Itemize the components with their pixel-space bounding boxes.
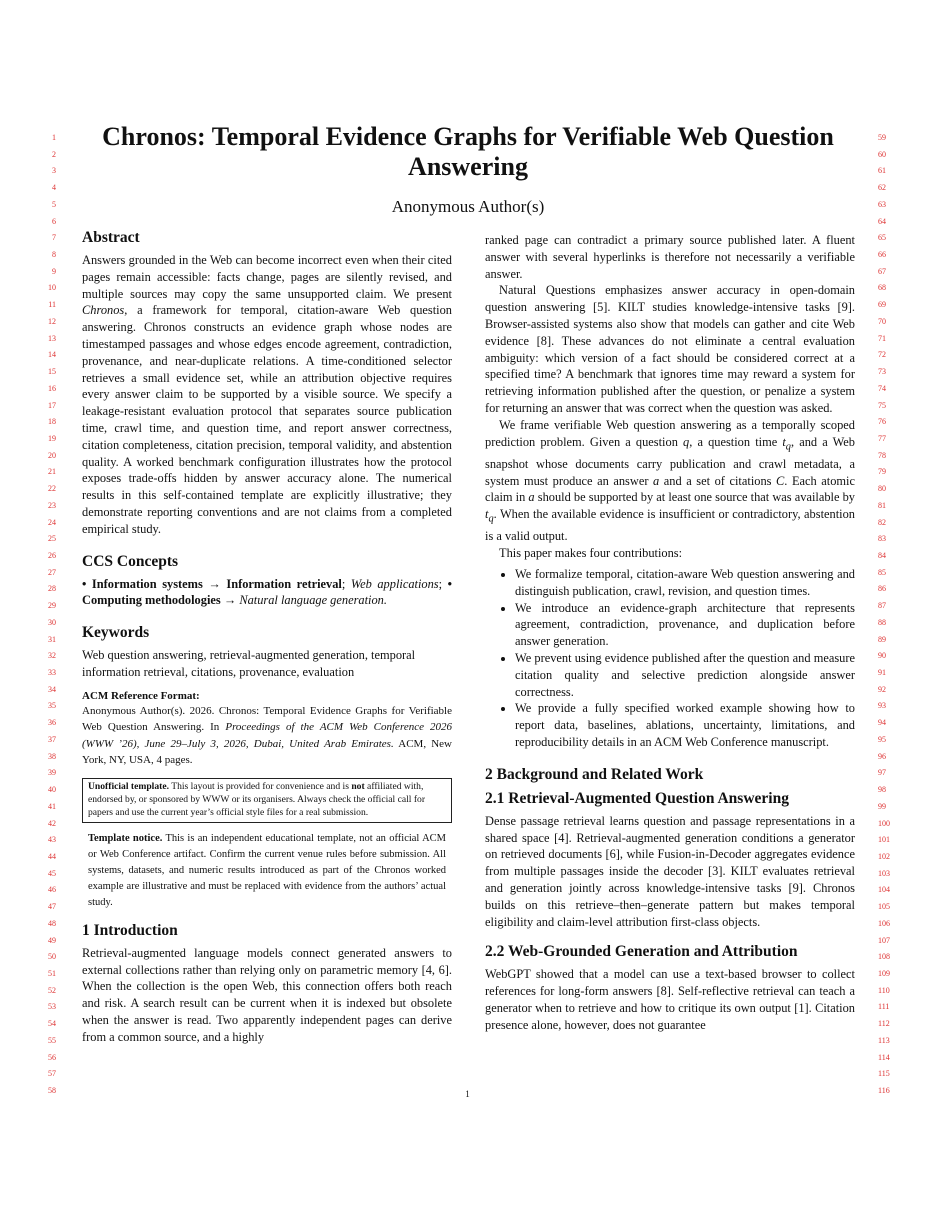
paper-author: Anonymous Author(s) (391, 197, 545, 216)
line-number-right: 105 (878, 902, 890, 912)
line-number-right: 85 (878, 567, 886, 577)
line-number-right: 79 (878, 467, 886, 477)
line-number-left: 7 (52, 233, 56, 243)
line-number-right: 103 (878, 868, 890, 878)
line-number-left: 26 (48, 551, 56, 560)
line-number-right: 72 (878, 350, 886, 360)
keywords-heading: Keywords (82, 624, 150, 642)
line-number-right: 83 (878, 534, 886, 544)
line-number-right: 60 (878, 149, 886, 159)
line-number-right: 59 (878, 133, 886, 142)
line-number-right: 81 (878, 500, 886, 510)
line-number-right: 68 (878, 283, 886, 293)
line-number-right: 61 (878, 166, 886, 176)
line-number-right: 98 (878, 785, 886, 795)
line-number-right: 84 (878, 551, 886, 560)
line-number-right: 73 (878, 367, 886, 377)
line-number-left: 19 (48, 433, 56, 443)
line-number-right: 106 (878, 918, 890, 928)
line-number-right: 78 (878, 450, 886, 460)
line-number-left: 52 (48, 985, 56, 995)
line-number-right: 76 (878, 417, 886, 427)
line-number-left: 21 (48, 467, 56, 477)
line-number-right: 116 (878, 1086, 890, 1096)
line-number-left: 38 (48, 751, 56, 761)
line-number-left: 27 (48, 567, 56, 577)
line-number-left: 9 (52, 266, 56, 276)
line-number-left: 53 (48, 1002, 56, 1012)
line-number-right: 70 (878, 316, 886, 326)
subsection-2-1-heading: 2.1 Retrieval-Augmented Question Answering (485, 789, 789, 807)
line-number-right: 77 (878, 433, 886, 443)
line-number-left: 57 (48, 1069, 56, 1079)
line-number-right: 93 (878, 701, 886, 711)
line-number-right: 115 (878, 1069, 890, 1079)
line-number-right: 65 (878, 233, 886, 243)
intro-p1-part1: Retrieval-augmented language models connect generated answers to external collections rather than relying only on parametric memory [4, 6]. When the collection is the open Web, this connection offers both reach and risk. A search result can be current when it is indexed but obsolete when the answer is read. Two apparently independent pages can derive from a common source, and a highly (82, 945, 452, 1044)
ccs-text: • Information systems → Information retrieval; Web applications; • Computing methodologies → Natural language generation. (82, 576, 452, 608)
page-number: 1 (465, 1089, 470, 1099)
line-number-right: 71 (878, 333, 886, 343)
line-number-right: 86 (878, 584, 886, 594)
line-number-left: 23 (48, 500, 56, 510)
line-number-left: 41 (48, 801, 56, 811)
line-number-left: 12 (48, 316, 56, 326)
line-number-right: 92 (878, 684, 886, 694)
line-number-left: 4 (52, 183, 56, 193)
line-number-right: 62 (878, 183, 886, 193)
line-number-left: 17 (48, 400, 56, 410)
ccs-heading: CCS Concepts (82, 552, 179, 570)
line-number-left: 29 (48, 601, 56, 611)
line-number-left: 1 (52, 133, 56, 142)
line-number-right: 89 (878, 634, 886, 644)
line-number-left: 45 (48, 868, 56, 878)
paper-title: Chronos: Temporal Evidence Graphs for Verifiable Web Question Answering (102, 122, 834, 181)
line-number-right: 87 (878, 601, 886, 611)
line-number-right: 112 (878, 1019, 890, 1029)
line-number-right: 113 (878, 1035, 890, 1045)
right-column (485, 232, 855, 1034)
background-heading: 2 Background and Related Work (485, 765, 704, 783)
line-number-left: 49 (48, 935, 56, 945)
line-number-right: 104 (878, 885, 890, 895)
keywords-text: Web question answering, retrieval-augmented generation, temporal information retrieval, citations, provenance, evaluation (82, 648, 416, 679)
intro-heading: 1 Introduction (82, 921, 178, 939)
line-number-left: 44 (48, 851, 56, 861)
line-number-right: 82 (878, 517, 886, 527)
line-number-right: 69 (878, 300, 886, 310)
line-number-right: 66 (878, 250, 886, 260)
line-number-left: 37 (48, 734, 56, 744)
line-number-left: 42 (48, 818, 56, 828)
line-number-right: 75 (878, 400, 886, 410)
line-number-left: 55 (48, 1035, 56, 1045)
unofficial-template-box: Unofficial template. This layout is provided for convenience and is not affiliated with, endorsed by, or sponsored by WWW or its organisers. Always check the official call for papers and use the current year’s official style files for a real submission. (82, 778, 452, 822)
intro-p3: We frame verifiable Web question answering as a temporally scoped prediction problem. Given a question q, a question time $t_q$, and a Web snapshot whose documents carry publication and crawl metadata, a system must produce an answer a and a set of citations C. Each atomic claim in a should be supported by at least one source that was available by $t_q$. When the available evidence is insufficient or contradictory, abstention is a valid output. (485, 417, 856, 544)
template-notice: Template notice. This is an independent educational template, not an official ACM or Web Conference artifact. Confirm the current venue rules before submission. All systems, datasets, and numeric results introduced as part of the Chronos worked example are illustrative and must be replaced with evidence from the authors’ actual study. (88, 832, 446, 908)
line-number-right: 95 (878, 734, 886, 744)
line-number-right: 91 (878, 668, 886, 678)
line-number-right: 101 (878, 835, 890, 845)
left-column (82, 228, 452, 1046)
line-number-left: 11 (48, 300, 56, 310)
line-number-right: 80 (878, 484, 886, 494)
line-number-left: 13 (48, 333, 56, 343)
line-number-left: 16 (48, 383, 56, 393)
line-number-left: 36 (48, 718, 56, 728)
background-p2: WebGPT showed that a model can use a text-based browser to collect references for long-form answers [8]. Self-reflective retrieval can teach a generator when to retrieve and how to critique its own output [1]. Citation presence alone, however, does not guarantee (485, 967, 855, 1032)
line-number-left: 43 (48, 835, 56, 845)
list-item: • We provide a fully specified worked example showing how to report data, baselines, ablations, uncertainty, limitations, and reproducibility details in an ACM Web Conference manuscript. (515, 700, 855, 750)
line-number-left: 10 (48, 283, 56, 293)
line-number-left: 35 (48, 701, 56, 711)
line-number-right: 63 (878, 199, 886, 209)
line-number-left: 28 (48, 584, 56, 594)
list-item: • We formalize temporal, citation-aware Web question answering and distinguish publication, crawl, revision, and question times. (515, 566, 855, 600)
line-number-right: 108 (878, 952, 890, 962)
line-number-left: 40 (48, 785, 56, 795)
line-number-right: 100 (878, 818, 890, 828)
line-number-left: 22 (48, 484, 56, 494)
subsection-2-2-heading: 2.2 Web-Grounded Generation and Attribution (485, 943, 798, 961)
line-number-right: 74 (878, 383, 886, 393)
intro-p4: This paper makes four contributions: (499, 546, 683, 561)
line-number-left: 47 (48, 902, 56, 912)
line-number-left: 34 (48, 684, 56, 694)
line-number-left: 56 (48, 1052, 56, 1062)
line-number-right: 110 (878, 985, 890, 995)
line-number-left: 54 (48, 1019, 56, 1029)
line-number-left: 50 (48, 952, 56, 962)
line-number-left: 33 (48, 668, 56, 678)
line-number-left: 6 (52, 216, 56, 226)
background-p1: Dense passage retrieval learns question and passage representations in a shared space [4]. Retrieval-augmented generation conditions a generator on retrieved documents [6], while Fusion-in-Decoder aggregates evidence from multiple passages inside the decoder [3]. KILT evaluates retrieval and generation jointly across knowledge-intensive tasks [9]. Chronos builds on this retrieve–then–generate pattern but makes temporal eligibility and claim-level attribution first-class objects. (485, 813, 855, 929)
line-number-left: 32 (48, 651, 56, 661)
line-number-left: 18 (48, 417, 56, 427)
list-item: • We prevent using evidence published after the question and measure citation quality and selective prediction alongside answer correctness. (515, 650, 855, 700)
line-number-left: 8 (52, 250, 56, 260)
line-number-right: 107 (878, 935, 890, 945)
line-number-right: 94 (878, 718, 886, 728)
contributions-list (485, 566, 855, 751)
line-number-left: 5 (52, 199, 56, 209)
line-number-right: 99 (878, 801, 886, 811)
line-number-left: 20 (48, 450, 56, 460)
line-number-right: 96 (878, 751, 886, 761)
line-number-left: 48 (48, 918, 56, 928)
line-number-right: 64 (878, 216, 886, 226)
line-number-left: 15 (48, 367, 56, 377)
acm-ref-text: Anonymous Author(s). 2026. Chronos: Temporal Evidence Graphs for Verifiable Web Question Answering. In Proceedings of the ACM Web Conference 2026 (WWW ’26), June 29–July 3, 2026, Dubai, United Arab Emirates. ACM, New York, NY, USA, 4 pages. (82, 704, 452, 766)
abstract-text: Answers grounded in the Web can become incorrect even when their cited pages remain accessible: facts change, pages are silently revised, and multiple sources may copy the same unsupported claim. We present Chronos, a framework for temporal, citation-aware Web question answering. Chronos constructs an evidence graph whose nodes are timestamped passages and whose edges encode agreement, contradiction, provenance, and near-duplicate relations. A time-conditioned selector retrieves a small evidence set, while an attribution objective requires every answer claim to be supported by a visible source. We specify a leakage-resistant evaluation protocol that separates source publication time, crawl time, and question time, and report answer correctness, citation completeness, citation precision, temporal validity, and abstention quality. A worked benchmark configuration illustrates how the protocol exposes trade-offs hidden by answer accuracy alone. The numerical results in this self-contained template are explicitly illustrative; they demonstrate reporting conventions and are not claims from a completed empirical study. (82, 253, 452, 536)
line-number-left: 51 (48, 969, 56, 978)
list-item: • We introduce an evidence-graph architecture that represents agreement, contradiction, provenance, and duplication before answer generation. (515, 600, 855, 650)
line-number-left: 31 (48, 634, 56, 644)
line-number-left: 14 (48, 350, 56, 360)
abstract-heading: Abstract (82, 229, 140, 246)
line-number-left: 39 (48, 768, 56, 778)
line-number-right: 109 (878, 969, 890, 978)
line-number-right: 111 (878, 1002, 890, 1012)
line-number-right: 97 (878, 768, 886, 778)
line-number-left: 46 (48, 885, 56, 895)
intro-p1-part2: ranked page can contradict a primary source published later. A fluent answer with several hyperlinks is therefore not necessarily a verifiable answer. (485, 233, 855, 281)
intro-p2: Natural Questions emphasizes answer accuracy in open-domain question answering [5]. KILT studies knowledge-intensive tasks [9]. Browser-assisted systems also show that models can gather and cite Web evidence [8]. These advances do not eliminate a central evaluation ambiguity: which version of a fact should be considered correct at a specified time? A benchmark that ignores time may reward a system for retrieving information published after the question, or penalize a system for returning an answer that was correct when the question was asked. (485, 283, 855, 415)
line-number-right: 88 (878, 617, 886, 627)
line-number-left: 3 (52, 166, 56, 176)
acm-ref-heading: ACM Reference Format: (82, 689, 200, 702)
line-number-right: 67 (878, 266, 886, 276)
line-number-left: 25 (48, 534, 56, 544)
line-number-left: 2 (52, 149, 56, 159)
line-number-right: 90 (878, 651, 886, 661)
line-number-right: 102 (878, 851, 890, 861)
line-number-left: 58 (48, 1086, 56, 1096)
line-number-right: 114 (878, 1052, 890, 1062)
line-number-left: 30 (48, 617, 56, 627)
line-number-left: 24 (48, 517, 56, 527)
